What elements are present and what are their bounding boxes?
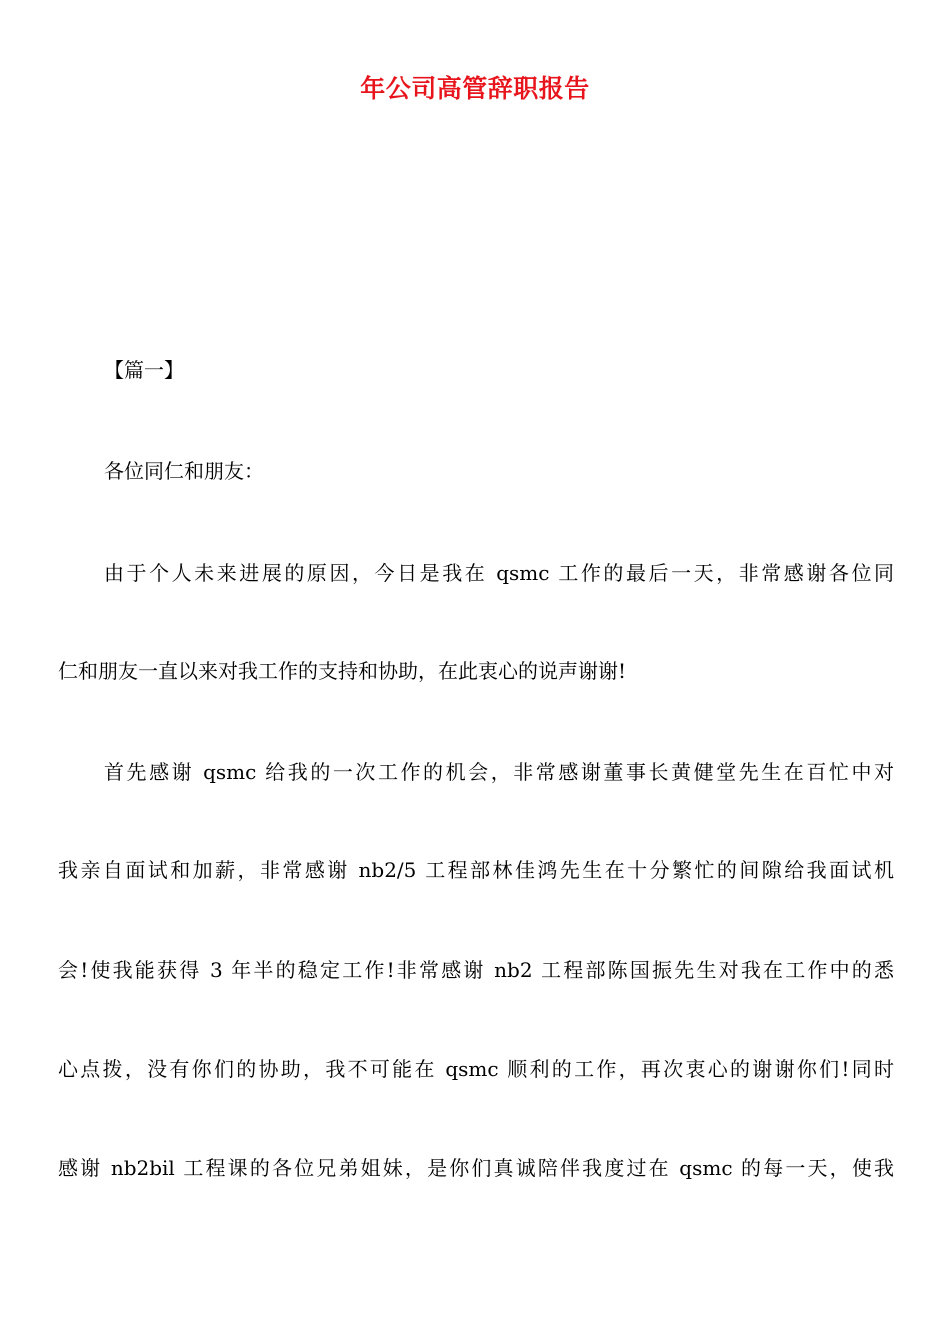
document-title: 年公司高管辞职报告 (360, 74, 590, 103)
paragraph-line: 心点拨，没有你们的协助，我不可能在 qsmc 顺利的工作，再次衷心的谢谢你们!同时 (58, 1057, 894, 1081)
paragraph-line: 会!使我能获得 3 年半的稳定工作!非常感谢 nb2 工程部陈国振先生对我在工作中的悉 (58, 958, 894, 982)
paragraph-line: 由于个人未来进展的原因，今日是我在 qsmc 工作的最后一天，非常感谢各位同 (104, 561, 894, 585)
section-label: 【篇一】 (104, 358, 184, 382)
paragraph-line: 仁和朋友一直以来对我工作的支持和协助，在此衷心的说声谢谢! (58, 659, 627, 683)
paragraph-line: 感谢 nb2bil 工程课的各位兄弟姐妹，是你们真诚陪伴我度过在 qsmc 的每一天，使我 (58, 1156, 894, 1180)
paragraph-line: 首先感谢 qsmc 给我的一次工作的机会，非常感谢董事长黄健堂先生在百忙中对 (104, 760, 894, 784)
salutation: 各位同仁和朋友： (104, 459, 264, 483)
paragraph-line: 我亲自面试和加薪，非常感谢 nb2/5 工程部林佳鸿先生在十分繁忙的间隙给我面试机 (58, 858, 894, 882)
